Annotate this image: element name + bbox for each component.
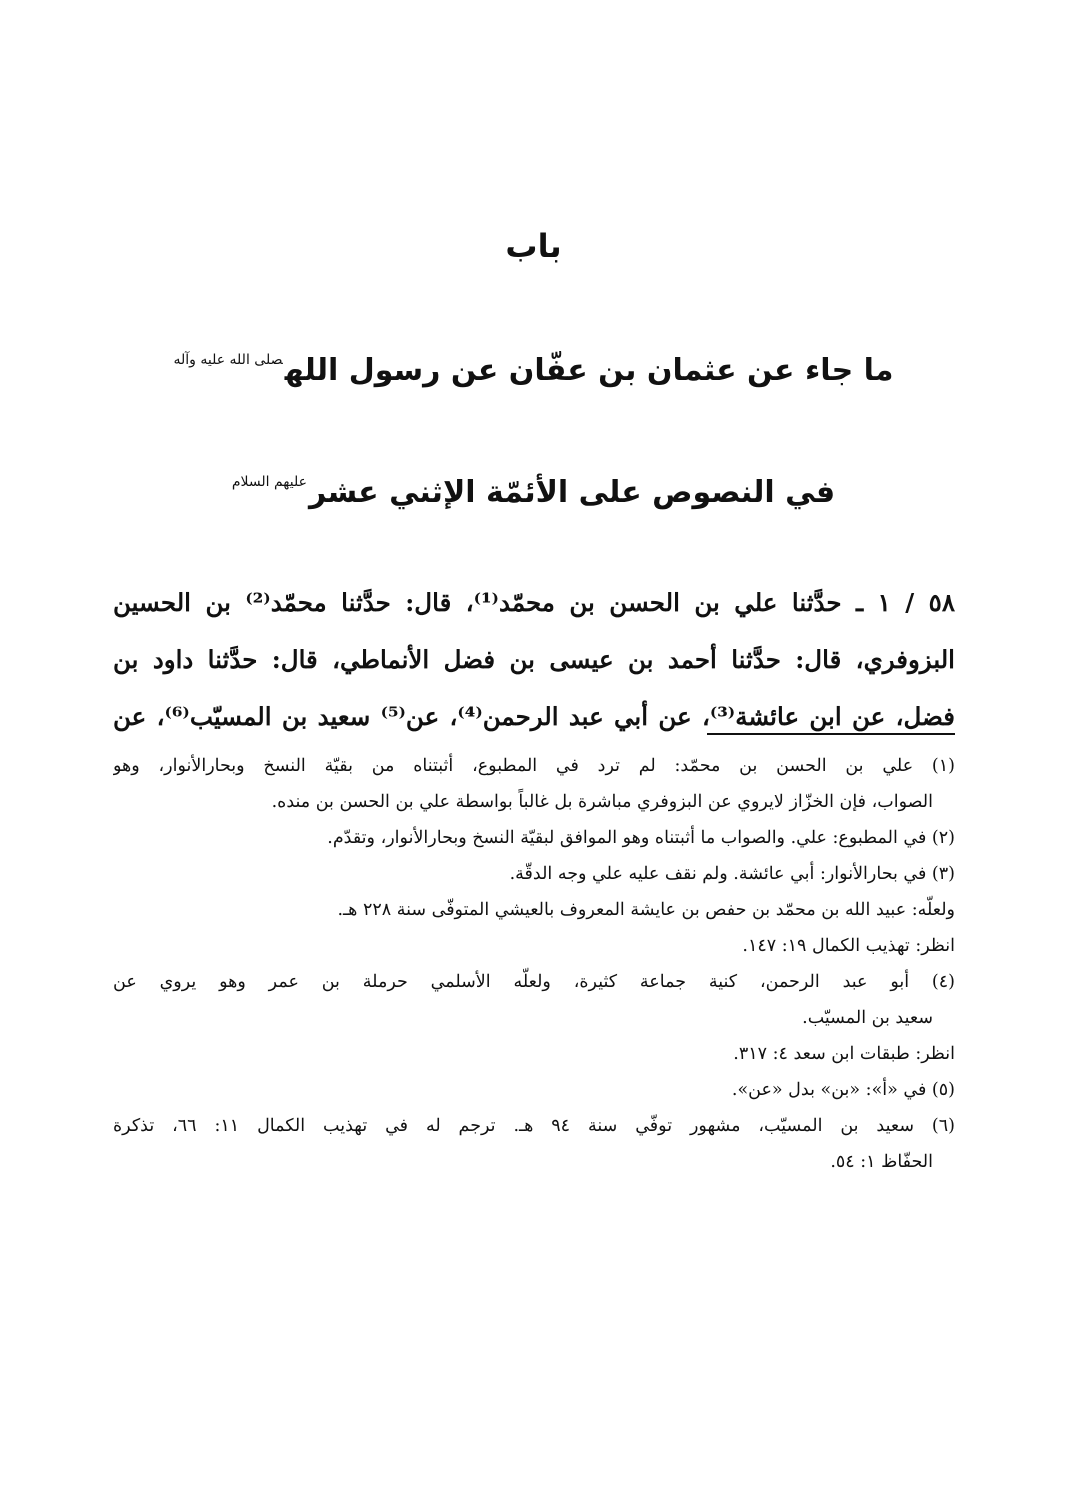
footnote-line: (٢) في المطبوع: علي. والصواب ما أثبتناه وهو الموافق لبقيّة النسخ وبحارالأنوار، وتقدّم. xyxy=(327,828,955,848)
footnote-line: الحفّاظ ١: ٥٤. xyxy=(830,1152,933,1172)
footnote-line: (٥) في «أ»: «بن» بدل «عن». xyxy=(731,1080,955,1100)
footnote-divider xyxy=(707,733,955,735)
footnotes xyxy=(113,748,955,1180)
footnote-line: انظر: طبقات ابن سعد ٤: ٣١٧. xyxy=(733,1044,955,1064)
footnote-line: ولعلّه: عبيد الله بن محمّد بن حفص بن عايشة المعروف بالعيشي المتوفّى سنة ٢٢٨ هـ. xyxy=(337,900,955,920)
footnote-line: الصواب، فإن الخزّاز لايروي عن البزوفري مباشرة بل غالباً بواسطة علي بن الحسن بن منده. xyxy=(271,792,933,812)
chapter-title-text-1: ما جاء عن عثمان بن عفّان عن رسول الله xyxy=(284,353,894,388)
chapter-title-text-2: في النصوص على الأئمّة الإثني عشر xyxy=(308,475,836,510)
honorific-mark: صلى الله عليه وآله xyxy=(173,352,283,368)
hadith-line: ٥٨ / ١ ـ حدَّثنا علي بن الحسن بن محمّد⁽¹⁾، قال: حدَّثنا محمّد⁽²⁾ بن الحسين xyxy=(113,588,955,617)
footnote-line: انظر: تهذيب الكمال ١٩: ١٤٧. xyxy=(742,936,955,956)
footnote-line: (٣) في بحارالأنوار: أبي عائشة. ولم نقف عليه علي وجه الدقّة. xyxy=(509,864,955,884)
hadith-text xyxy=(113,574,955,745)
chapter-title-line-2 xyxy=(0,458,1067,517)
chapter-title-line-1 xyxy=(0,336,1067,395)
hadith-line: فضل، عن ابن عائشة⁽³⁾، عن أبي عبد الرحمن⁽⁴⁾، عن⁽⁵⁾ سعيد بن المسيّب⁽⁶⁾، عن xyxy=(113,702,955,731)
footnote-line: سعيد بن المسيّب. xyxy=(802,1008,933,1028)
hadith-line: البزوفري، قال: حدَّثنا أحمد بن عيسى بن فضل الأنماطي، قال: حدَّثنا داود بن xyxy=(113,645,955,674)
footnote-line: (٤) أبو عبد الرحمن، كنية جماعة كثيرة، ولعلّه الأسلمي حرملة بن عمر وهو يروي عن xyxy=(113,972,955,992)
footnote-line: (١) علي بن الحسن بن محمّد: لم ترد في المطبوع، أثبتناه من بقيّة النسخ وبحارالأنوار، وهو xyxy=(113,756,955,776)
footnote-line: (٦) سعيد بن المسيّب، مشهور توفّي سنة ٩٤ هـ. ترجم له في تهذيب الكمال ١١: ٦٦، تذكرة xyxy=(113,1116,955,1136)
honorific-mark: عليهم السلام xyxy=(231,474,307,490)
chapter-label: باب xyxy=(505,227,562,265)
